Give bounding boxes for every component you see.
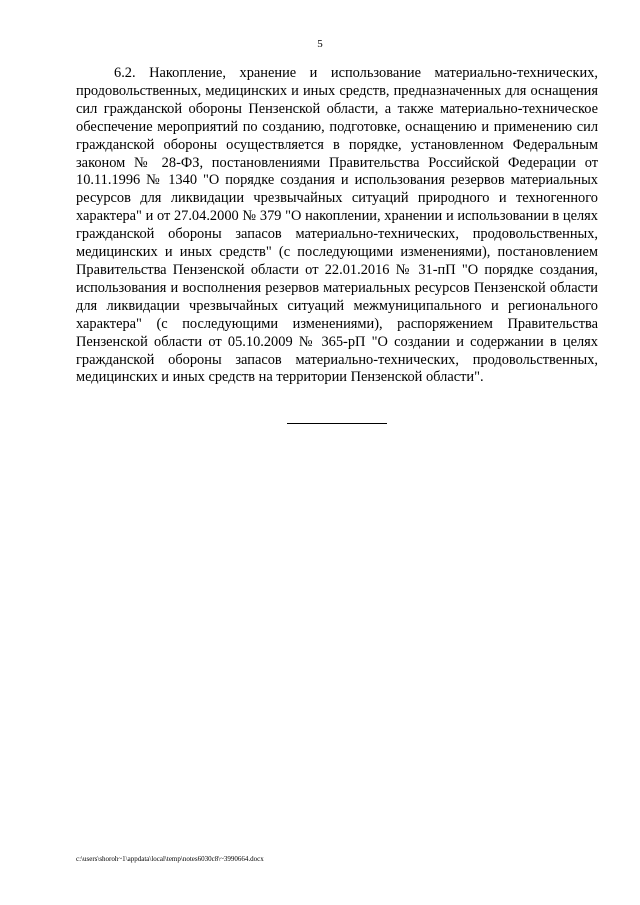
- end-separator-line: [287, 423, 387, 424]
- section-6-2-paragraph: 6.2. Накопление, хранение и использование материально-технических, продовольственных, медицинских и иных средств, предназначенных для оснащения сил гражданской обороны Пензенской области, а также материально-техническое обеспечение мероприятий по созданию, подготовке, оснащению и применению сил гражданской обороны осуществляется в порядке, установленном Федеральным законом № 28-ФЗ, постановлениями Правительства Российской Федерации от 10.11.1996 № 1340 "О порядке создания и использования резервов материальных ресурсов для ликвидации чрезвычайных ситуаций природного и техногенного характера" и от 27.04.2000 № 379 "О накоплении, хранении и использовании в целях гражданской обороны запасов материально-технических, продовольственных, медицинских и иных средств" (с последующими изменениями), постановлением Правительства Пензенской области от 22.01.2016 № 31-пП "О порядке создания, использования и восполнения резервов материальных ресурсов Пензенской области для ликвидации чрезвычайных ситуаций межмуниципального и регионального характера" (с последующими изменениями), распоряжением Правительства Пензенской области от 05.10.2009 № 365-рП "О создании и содержании в целях гражданской обороны запасов материально-технических, продовольственных, медицинских и иных средств на территории Пензенской области".: [76, 65, 598, 386]
- footer-file-path: c:\users\shoroh~1\appdata\local\temp\notes6030c8\~3990664.docx: [76, 855, 264, 863]
- page-number: 5: [317, 38, 323, 50]
